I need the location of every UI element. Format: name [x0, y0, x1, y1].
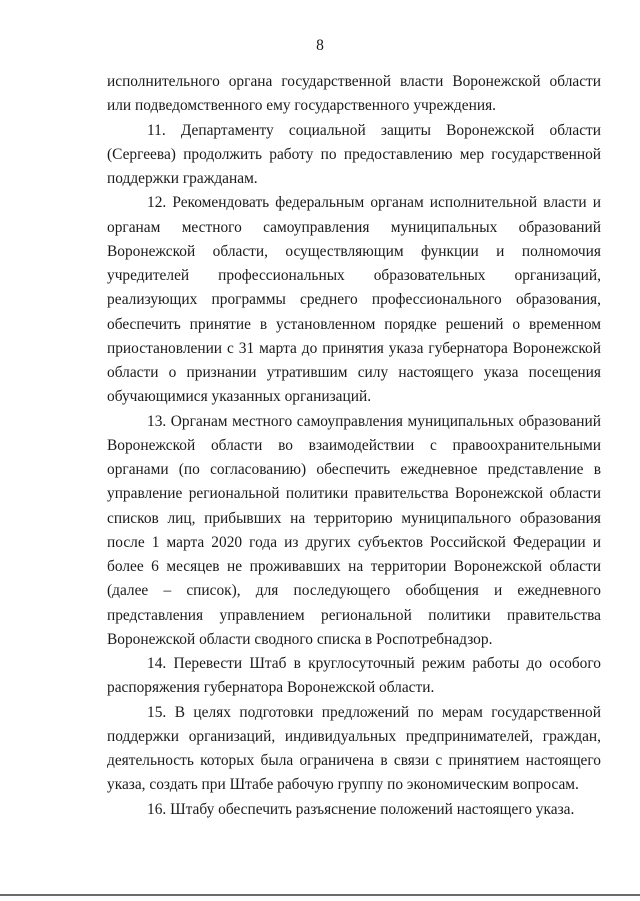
paragraph-item-13: 13. Органам местного самоуправления муниципальных образований Воронежской области во взаимодействии с правоохранительными органами (по согласованию) обеспечить ежедневное представление в управление региональной политики правительства Воронежской области списков лиц, прибывших на территорию муниципального образования после 1 марта 2020 года из других субъектов Российской Федерации и более 6 месяцев не проживавших на территории Воронежской области (далее – список), для последующего обобщения и ежедневного представления управлением региональной политики правительства Воронежской области сводного списка в Роспотребнадзор. — [107, 412, 601, 648]
page-number: 8 — [316, 37, 324, 54]
paragraph-continuation: исполнительного органа государственной власти Воронежской области или подведомственного ему государственного учреждения. — [107, 73, 601, 115]
paragraph-item-15: 15. В целях подготовки предложений по мерам государственной поддержки организаций, индивидуальных предпринимателей, граждан, деятельность которых была ограничена в связи с принятием настоящего указа, создать при Штабе рабочую группу по экономическим вопросам. — [107, 703, 601, 794]
paragraph-item-16: 16. Штабу обеспечить разъяснение положений настоящего указа. — [147, 800, 575, 818]
scan-edge-line — [0, 894, 640, 896]
document-body — [107, 70, 601, 822]
paragraph-item-12: 12. Рекомендовать федеральным органам исполнительной власти и органам местного самоуправления муниципальных образований Воронежской области, осуществляющим функции и полномочия учредителей профессиональных образовательных организаций, реализующих программы среднего профессионального образования, обеспечить принятие в установленном порядке решений о временном приостановлении с 31 марта до принятия указа губернатора Воронежской области о признании утратившим силу настоящего указа посещения обучающимися указанных организаций. — [107, 194, 601, 406]
paragraph-item-11: 11. Департаменту социальной защиты Воронежской области (Сергеева) продолжить работу по предоставлению мер государственной поддержки гражданам. — [107, 121, 601, 187]
paragraph-item-14: 14. Перевести Штаб в круглосуточный режим работы до особого распоряжения губернатора Воронежской области. — [107, 655, 601, 697]
